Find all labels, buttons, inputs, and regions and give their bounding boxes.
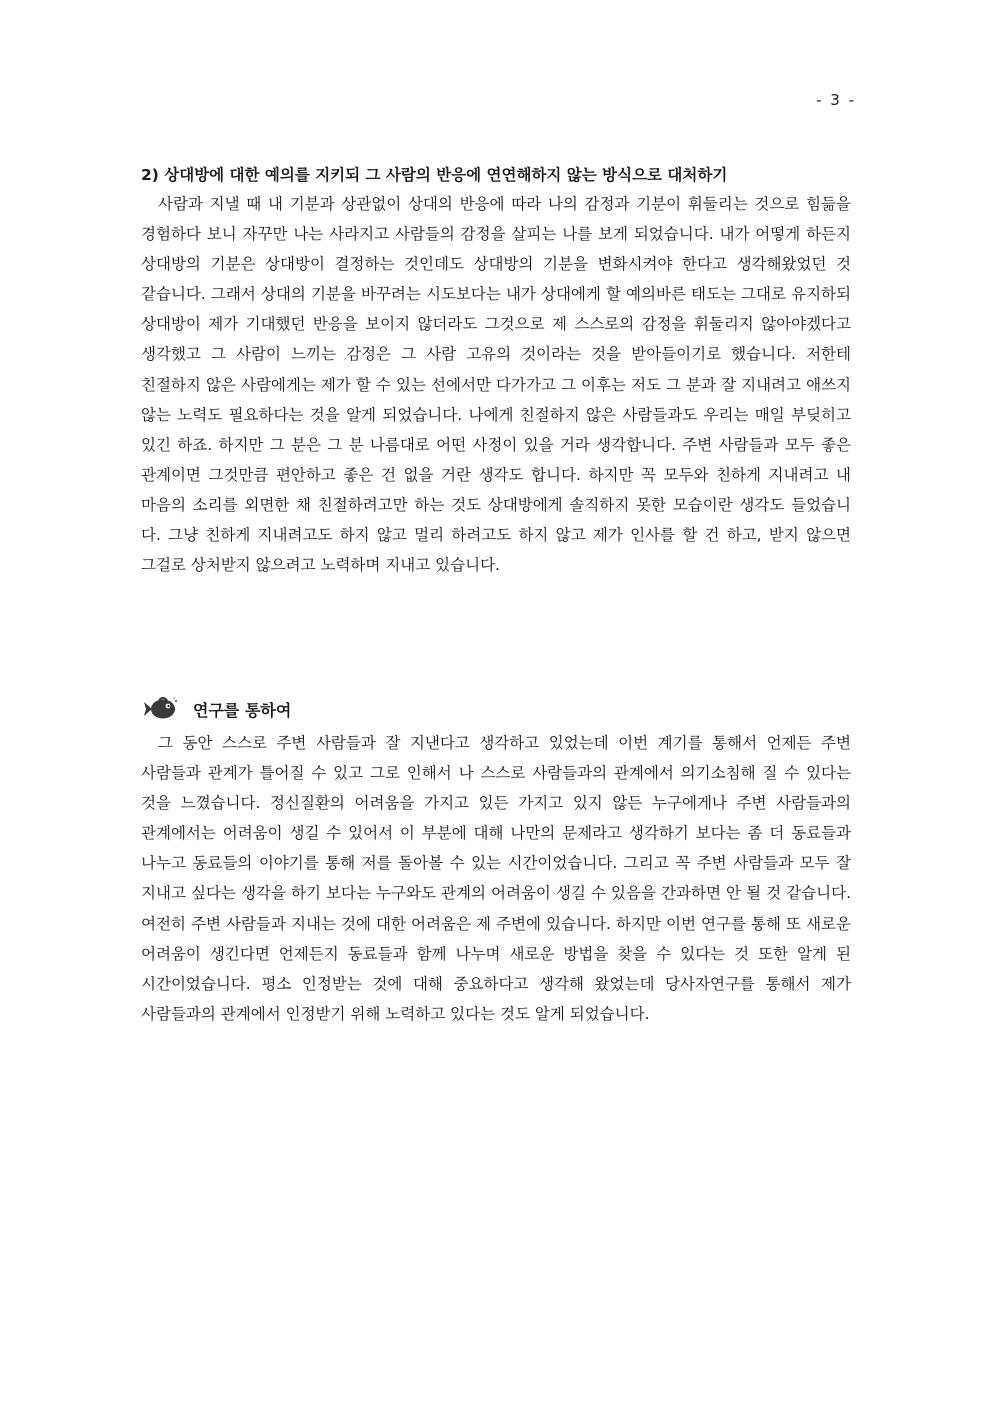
research-heading: 연구를 통하여 [193,700,292,720]
research-paragraph: 그 동안 스스로 주변 사람들과 잘 지낸다고 생각하고 있었는데 이번 계기를 통해서 언제든 주변 사람들과 관계가 틀어질 수 있고 그로 인해서 나 스스로 사람들과의 관계에서 의기소침해 질 수 있다는 것을 느꼈습니다. 정신질환의 어려움을 가지고 있든 가지고 있지 않든 누구에게나 주변 사람들과의 관계에서는 어려움이 생길 수 있어서 이 부분에 대해 나만의 문제라고 생각하기 보다는 좀 더 동료들과 나누고 동료들의 이야기를 통해 저를 돌아볼 수 있는 시간이었습니다. 그리고 꼭 주변 사람들과 모두 잘 지내고 싶다는 생각을 하기 보다는 누구와도 관계의 어려움이 생길 수 있음을 간과하면 안 될 것 같습니다. 여전히 주변 사람들과 지내는 것에 대한 어려움은 제 주변에 있습니다. 하지만 이번 연구를 통해 또 새로운 어려움이 생긴다면 언제든지 동료들과 함께 나누며 새로운 방법을 찾을 수 있다는 것 또한 알게 된 시간이었습니다. 평소 인정받는 것에 대해 중요하다고 생각해 왔었는데 당사자연구를 통해서 제가 사람들과의 관계에서 인정받기 위해 노력하고 있다는 것도 알게 되었습니다. [141,734,851,1023]
section-heading: 2) 상대방에 대한 예의를 지키되 그 사람의 반응에 연연해하지 않는 방식으로 대처하기 [141,166,728,184]
section-paragraph: 사람과 지낼 때 내 기분과 상관없이 상대의 반응에 따라 나의 감정과 기분이 휘둘리는 것으로 힘듦을 경험하다 보니 자꾸만 나는 사라지고 사람들의 감정을 살피는 나를 보게 되었습니다. 내가 어떻게 하든지 상대방의 기분은 상대방이 결정하는 것인데도 상대방의 기분을 변화시켜야 한다고 생각해왔었던 것 같습니다. 그래서 상대의 기분을 바꾸려는 시도보다는 내가 상대에게 할 예의바른 태도는 그대로 유지하되 상대방이 제가 기대했던 반응을 보이지 않더라도 그것으로 제 스스로의 감정을 휘둘리지 않아야겠다고 생각했고 그 사람이 느끼는 감정은 그 사람 고유의 것이라는 것을 받아들이기로 했습니다. 저한테 친절하지 않은 사람에게는 제가 할 수 있는 선에서만 다가가고 그 이후는 저도 그 분과 잘 지내려고 애쓰지 않는 노력도 필요하다는 것을 알게 되었습니다. 나에게 친절하지 않은 사람들과도 우리는 매일 부딪히고 있긴 하죠. 하지만 그 분은 그 분 나름대로 어떤 사정이 있을 거라 생각합니다. 주변 사람들과 모두 좋은 관계이면 그것만큼 편안하고 좋은 건 없을 거란 생각도 합니다. 하지만 꼭 모두와 친하게 지내려고 내 마음의 소리를 외면한 채 친절하려고만 하는 것도 상대방에게 솔직하지 못한 모습이란 생각도 들었습니 다. 그냥 친하게 지내려고도 하지 않고 멀리 하려고도 하지 않고 제가 인사를 할 건 하고, 받지 않으면 그걸로 상처받지 않으려고 노력하며 지내고 있습니다. [141,195,851,575]
fish-bullet-icon [141,695,179,723]
page-number: - 3 - [816,91,856,109]
research-heading-row [141,694,291,724]
